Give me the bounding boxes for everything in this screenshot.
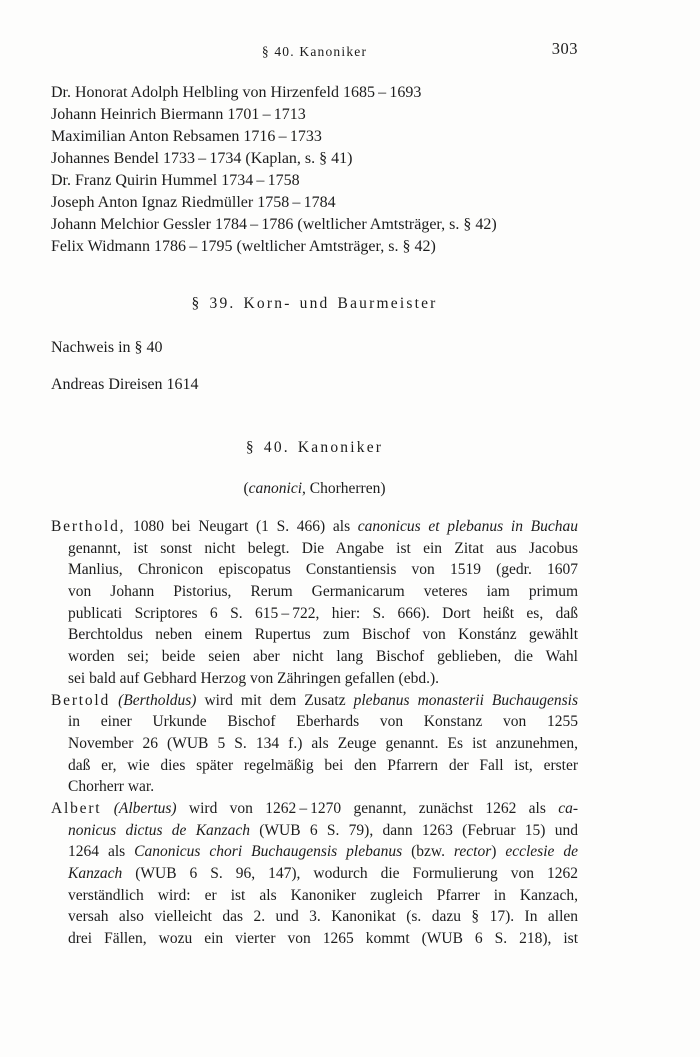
italic-text: plebanus monasterii Buchaugensis [353, 691, 579, 709]
text-run: Manlius, Chronicon episcopatus Constantiensis von 1519 (gedr. 1607 [68, 561, 578, 579]
text-run [101, 800, 113, 817]
italic-text: canonici [248, 480, 303, 497]
body-line [51, 559, 578, 581]
text-run: sei bald auf Gebhard Herzog von Zähringen gefallen (ebd.). [68, 669, 439, 687]
text-run [110, 692, 118, 709]
page-number: 303 [551, 39, 578, 58]
section-39-note: Nachweis in § 40 [51, 339, 163, 356]
spaced-name: Bertold [51, 691, 111, 709]
text-run: wird mit dem Zusatz [196, 691, 354, 709]
body-line [51, 885, 578, 907]
text-run: publicati Scriptores 6 S. 615 – 722, hier: S. 666). Dort heißt es, daß [68, 604, 578, 622]
body-line [51, 733, 578, 755]
text-run: daß er, wie dies später regelmäßig bei den Pfarrern der Fall ist, erster [68, 756, 578, 774]
list-item: Dr. Franz Quirin Hummel 1734 – 1758 [51, 172, 300, 189]
italic-text: rector [453, 843, 492, 861]
section-40-subtitle [51, 478, 578, 500]
text-run: , Chorherren) [302, 480, 386, 497]
body-line [51, 776, 578, 798]
section-40-heading: § 40. Kanoniker [245, 439, 384, 456]
italic-text: canonicus et plebanus in Buchau [357, 518, 578, 535]
body-line [51, 538, 578, 560]
body-line [51, 603, 578, 625]
text-run: (WUB 6 S. 96, 147), wodurch die Formulierung von 1262 [122, 865, 578, 882]
text-run: in einer Urkunde Bischof Eberhards von Konstanz von 1255 [68, 713, 578, 731]
list-item: Johann Melchior Gessler 1784 – 1786 (weltlicher Amtsträger, s. § 42) [51, 216, 497, 233]
section-39-entry: Andreas Direisen 1614 [51, 376, 199, 393]
list-item: Johannes Bendel 1733 – 1734 (Kaplan, s. § 41) [51, 150, 353, 167]
text-run: wird von 1262 – 1270 genannt, zunächst 1262 als [176, 799, 559, 817]
italic-text: (Albertus) [113, 799, 177, 817]
text-run: ( [243, 480, 249, 497]
spaced-name: Berthold, [51, 518, 126, 535]
italic-text: Kanzach [68, 865, 123, 882]
text-run: 1264 als [68, 843, 135, 861]
spaced-name: Albert [51, 799, 102, 817]
italic-text: ecclesie de [505, 843, 578, 861]
running-title: § 40. Kanoniker [261, 44, 368, 59]
body-line [51, 516, 578, 538]
text-run: Berchtoldus neben einem Rupertus zum Bischof von Konstánz gewählt [68, 626, 578, 644]
body-line [51, 820, 578, 842]
body-line [51, 690, 578, 712]
list-item: Felix Widmann 1786 – 1795 (weltlicher Amtsträger, s. § 42) [51, 238, 436, 255]
page-header [51, 39, 578, 64]
italic-text: nonicus dictus de Kanzach [68, 821, 250, 839]
text-run: 1080 bei Neugart (1 S. 466) als [125, 518, 358, 535]
text-run: genannt, ist sonst nicht belegt. Die Angabe ist ein Zitat aus Jacobus [68, 539, 578, 557]
body-line [51, 668, 578, 690]
body-line [51, 711, 578, 733]
body-line [51, 581, 578, 603]
text-run: drei Fällen, wozu ein vierter von 1265 kommt (WUB 6 S. 218), ist [68, 930, 578, 948]
text-run: (bzw. [402, 843, 454, 861]
body-line [51, 906, 578, 928]
text-run: November 26 (WUB 5 S. 134 f.) als Zeuge genannt. Es ist anzunehmen, [68, 734, 578, 752]
body-line [51, 798, 578, 820]
body-line [51, 624, 578, 646]
body-line [51, 928, 578, 950]
list-item: Johann Heinrich Biermann 1701 – 1713 [51, 106, 306, 123]
text-run: verständlich wird: er ist als Kanoniker zugleich Pfarrer in Kanzach, [68, 886, 578, 904]
text-run: versah also vielleicht das 2. und 3. Kanonikat (s. dazu § 17). In allen [68, 908, 578, 926]
text-run: ) [491, 843, 506, 861]
text-run: worden sei; beide seien aber nicht lang Bischof geblieben, die Wahl [68, 648, 578, 666]
list-item: Dr. Honorat Adolph Helbling von Hirzenfeld 1685 – 1693 [51, 84, 422, 101]
paragraph [51, 690, 578, 798]
text-run: Chorherr war. [68, 778, 155, 796]
body-line [51, 755, 578, 777]
text-run: von Johann Pistorius, Rerum Germanicarum veteres iam primum [68, 583, 578, 601]
body-line [51, 863, 578, 885]
section-40-body [51, 516, 578, 950]
paragraph [51, 798, 578, 950]
italic-text: ca- [558, 799, 578, 817]
italic-text: Canonicus chori Buchaugensis plebanus [134, 843, 403, 861]
italic-text: (Bertholdus) [118, 691, 197, 709]
list-item: Maximilian Anton Rebsamen 1716 – 1733 [51, 128, 322, 145]
body-line [51, 841, 578, 863]
section-39-heading: § 39. Korn- und Baurmeister [191, 295, 438, 312]
body-line [51, 646, 578, 668]
text-run: (WUB 6 S. 79), dann 1263 (Februar 15) und [249, 821, 578, 839]
canon-name-list [51, 82, 611, 258]
paragraph [51, 516, 578, 690]
list-item: Joseph Anton Ignaz Riedmüller 1758 – 1784 [51, 194, 336, 211]
